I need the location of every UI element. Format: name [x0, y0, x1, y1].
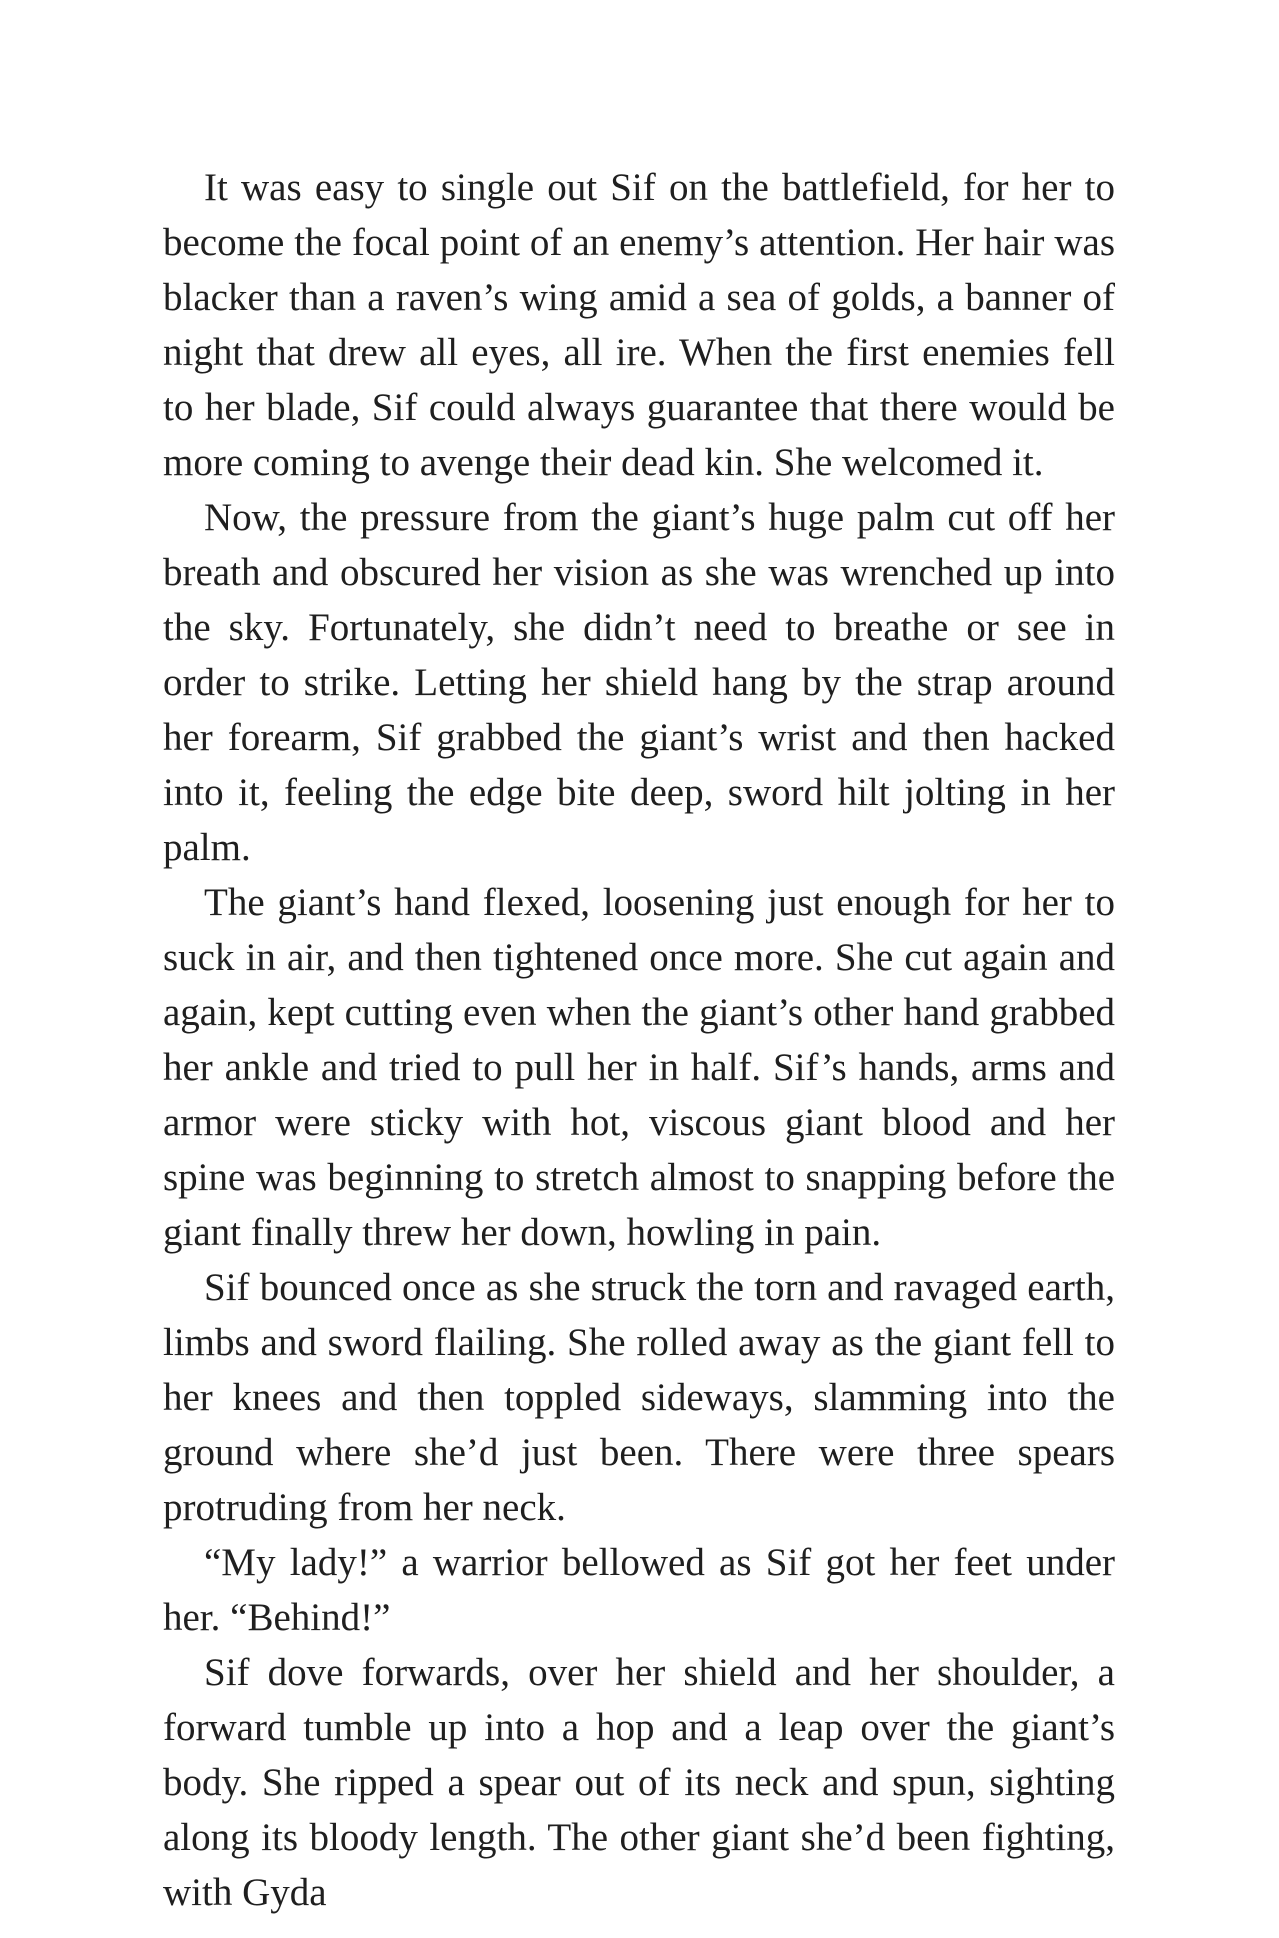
paragraph: Sif dove forwards, over her shield and her shoulder, a forward tumble up into a hop and a leap over the giant’s body. She ripped a spear out of its neck and spun, sighting along its bloody length. The other giant she’d been fighting, with Gyda: [163, 1651, 1115, 1914]
paragraph: Now, the pressure from the giant’s huge palm cut off her breath and obscured her vision as she was wrenched up into the sky. Fortunately, she didn’t need to breathe or see in order to strike. Letting her shield hang by the strap around her forearm, Sif grabbed the giant’s wrist and then hacked into it, feeling the edge bite deep, sword hilt jolting in her palm.: [163, 496, 1115, 869]
paragraph: “My lady!” a warrior bellowed as Sif got her feet under her. “Behind!”: [163, 1541, 1115, 1639]
paragraph: Sif bounced once as she struck the torn and ravaged earth, limbs and sword flailing. She rolled away as the giant fell to her knees and then toppled sideways, slamming into the ground where she’d just been. There were three spears protruding from her neck.: [163, 1266, 1115, 1529]
paragraph: It was easy to single out Sif on the battlefield, for her to become the focal point of an enemy’s attention. Her hair was blacker than a raven’s wing amid a sea of golds, a banner of night that drew all eyes, all ire. When the first enemies fell to her blade, Sif could always guarantee that there would be more coming to avenge their dead kin. She welcomed it.: [163, 166, 1115, 484]
paragraph: The giant’s hand flexed, loosening just enough for her to suck in air, and then tightened once more. She cut again and again, kept cutting even when the giant’s other hand grabbed her ankle and tried to pull her in half. Sif’s hands, arms and armor were sticky with hot, viscous giant blood and her spine was beginning to stretch almost to snapping before the giant finally threw her down, howling in pain.: [163, 881, 1115, 1254]
page-text: [163, 160, 1115, 1920]
